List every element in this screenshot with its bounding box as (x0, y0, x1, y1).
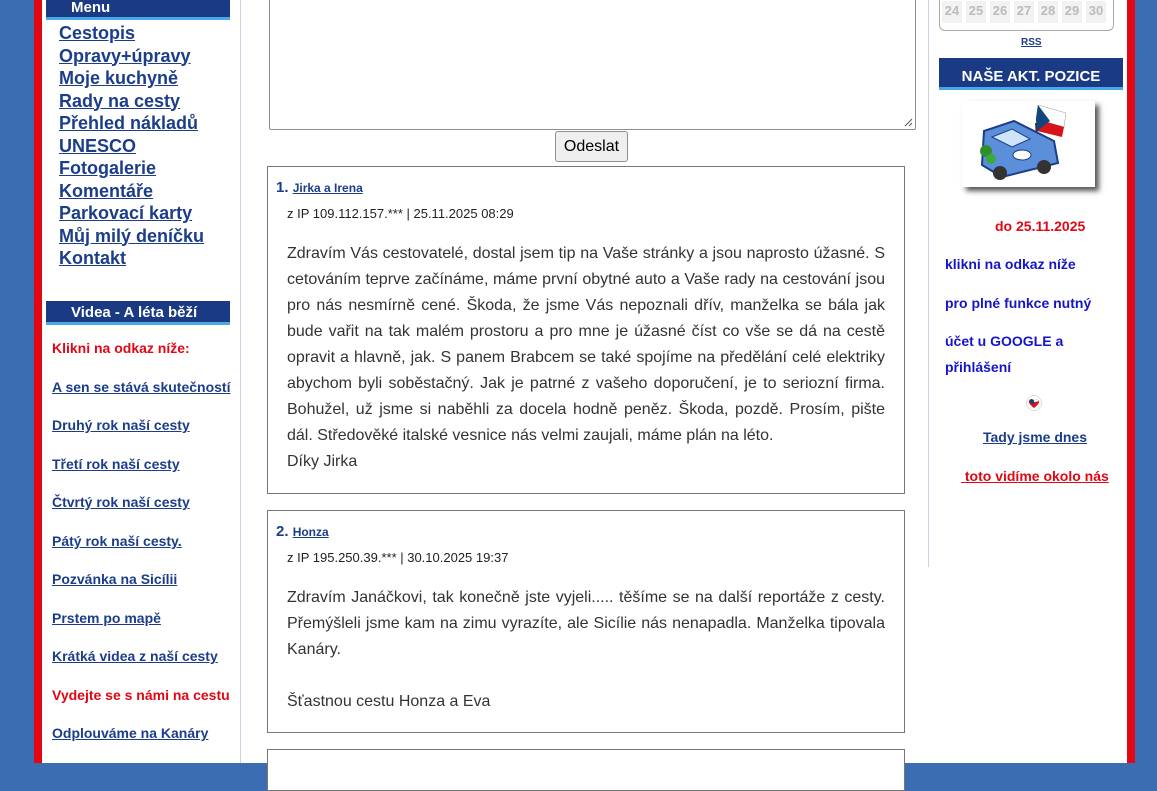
comment-entry (267, 166, 905, 494)
info-line: pro plné funkce nutný (945, 295, 1092, 311)
camper-van-logo[interactable] (962, 101, 1095, 187)
comment-signature: Díky Jirka (287, 453, 358, 470)
left-frame-bar (34, 0, 42, 763)
comment-header (276, 523, 329, 540)
menu-item-cestopis[interactable] (59, 22, 204, 45)
menu-item-kontakt[interactable] (59, 247, 204, 270)
menu-link[interactable]: UNESCO (59, 135, 137, 156)
menu-item-denicek[interactable] (59, 225, 204, 248)
comment-header (276, 179, 363, 196)
video-link[interactable]: Druhý rok naší cesty (52, 417, 190, 433)
menu-item-kuchyne[interactable] (59, 67, 204, 90)
surroundings-link[interactable]: toto vidíme okolo nás (961, 468, 1109, 484)
video-link[interactable]: Prstem po mapě (52, 610, 161, 626)
video-intro: Klikni na odkaz níže: (52, 340, 190, 356)
calendar (939, 0, 1114, 31)
video-link[interactable]: Krátká videa z naší cesty (52, 648, 218, 664)
comment-number: 1. (276, 179, 289, 196)
menu-link[interactable]: Cestopis (59, 23, 136, 43)
video-link[interactable]: Třetí rok naší cesty (52, 456, 180, 472)
heart-flag-icon (1026, 395, 1042, 411)
calendar-day[interactable]: 30 (1086, 1, 1106, 23)
info-line: přihlášení (945, 359, 1012, 375)
position-date: do 25.11.2025 (995, 218, 1086, 234)
menu-link[interactable]: Komentáře (59, 180, 154, 201)
comment-entry-partial (267, 749, 905, 791)
comment-meta: z IP 109.112.157.*** | 25.11.2025 08:29 (287, 206, 514, 221)
menu-link[interactable]: Přehled nákladů (59, 113, 199, 133)
calendar-day[interactable]: 27 (1014, 1, 1034, 23)
comment-number: 2. (276, 523, 289, 540)
menu-link[interactable]: Moje kuchyně (59, 68, 179, 88)
right-frame-bar (1127, 0, 1135, 763)
video-link[interactable]: Pátý rok naší cesty. (52, 533, 182, 549)
menu-item-fotogalerie[interactable] (59, 157, 204, 180)
comment-body (287, 241, 885, 475)
info-line: účet u GOOGLE a (945, 333, 1064, 349)
menu-item-komentare[interactable] (59, 180, 204, 203)
menu-header: Menu (46, 0, 230, 20)
menu-item-naklady[interactable] (59, 112, 204, 135)
video-link[interactable]: Vydejte se s námi na cestu (52, 687, 230, 703)
menu-link[interactable]: Parkovací karty (59, 203, 193, 223)
comment-textarea[interactable] (269, 0, 916, 130)
menu-item-rady[interactable] (59, 90, 204, 113)
video-link[interactable]: Pozvánka na Sicílii (52, 571, 178, 587)
comment-text: Zdravím Janáčkovi, tak konečně jste vyjeli..... těšíme se na další reportáže z cesty. Přemýšleli jsme kam na zimu vyrazíte, ale Sicílie nás nenapadla. Manželka tipovala Kanáry. (287, 589, 885, 658)
calendar-day[interactable]: 25 (966, 1, 986, 23)
menu-item-unesco[interactable] (59, 135, 204, 158)
info-line: klikni na odkaz níže (945, 256, 1076, 272)
left-sidebar (42, 0, 241, 763)
comment-meta: z IP 195.250.39.*** | 30.10.2025 19:37 (287, 550, 509, 565)
menu-link[interactable]: Fotogalerie (59, 158, 157, 178)
calendar-day[interactable]: 29 (1062, 1, 1082, 23)
calendar-day[interactable]: 24 (942, 1, 962, 23)
video-link[interactable]: A sen se stává skutečností (52, 379, 231, 395)
calendar-day[interactable]: 26 (990, 1, 1010, 23)
camper-van-icon (962, 101, 1095, 187)
today-location-link[interactable]: Tady jsme dnes (983, 429, 1088, 445)
send-button[interactable]: Odeslat (555, 131, 628, 162)
comment-author-link[interactable]: Honza (292, 525, 329, 539)
video-link[interactable]: Odplouváme na Kanáry (52, 725, 209, 741)
video-header: Videa - A léta běží (46, 301, 230, 325)
menu-item-opravy[interactable] (59, 45, 204, 68)
main-menu (59, 22, 204, 270)
comment-author-link[interactable]: Jirka a Irena (292, 181, 363, 195)
page (42, 0, 1127, 763)
video-link[interactable]: Čtvrtý rok naší cesty (52, 494, 190, 510)
comment-signature: Šťastnou cestu Honza a Eva (287, 693, 491, 710)
menu-link[interactable]: Rady na cesty (59, 90, 181, 111)
right-sidebar (928, 0, 1128, 567)
calendar-day[interactable]: 28 (1038, 1, 1058, 23)
menu-item-parkovaci[interactable] (59, 202, 204, 225)
rss-link[interactable]: RSS (1021, 37, 1042, 48)
menu-link[interactable]: Opravy+úpravy (59, 45, 191, 66)
position-header: NAŠE AKT. POZICE (939, 58, 1123, 90)
comment-text: Zdravím Vás cestovatelé, dostal jsem tip na Vaše stránky a jsou naprosto úžasné. S cetováním teprve začínáme, máme první obytné auto a Vaše rady na cestování jsou pro nás nesmírně cené. Škoda, že jsme Vás nepoznali dřív, manželka se bála jak bude vařit na tak malém prostoru a pro mne je úžasné číst co vše se dá na cestě opravit a hlavně, jak. S panem Brabcem se také spojíme na předělání celé elektriky abychom byli soběstačný. Jak je patrné z vašeho doporučení, je to seriozní firma. Bohužel, už jsme si naběhli za docela hodně peněz. Škoda, pozdě. Prosím, pište dál. Středověké italské vesnice nás velmi zaujali, máme plán na léto. (287, 245, 885, 444)
comment-body (287, 585, 885, 715)
menu-link[interactable]: Můj milý deníčku (59, 225, 205, 246)
resize-grip-icon[interactable] (904, 118, 913, 127)
menu-link[interactable]: Kontakt (59, 248, 126, 268)
comment-entry (267, 510, 905, 733)
